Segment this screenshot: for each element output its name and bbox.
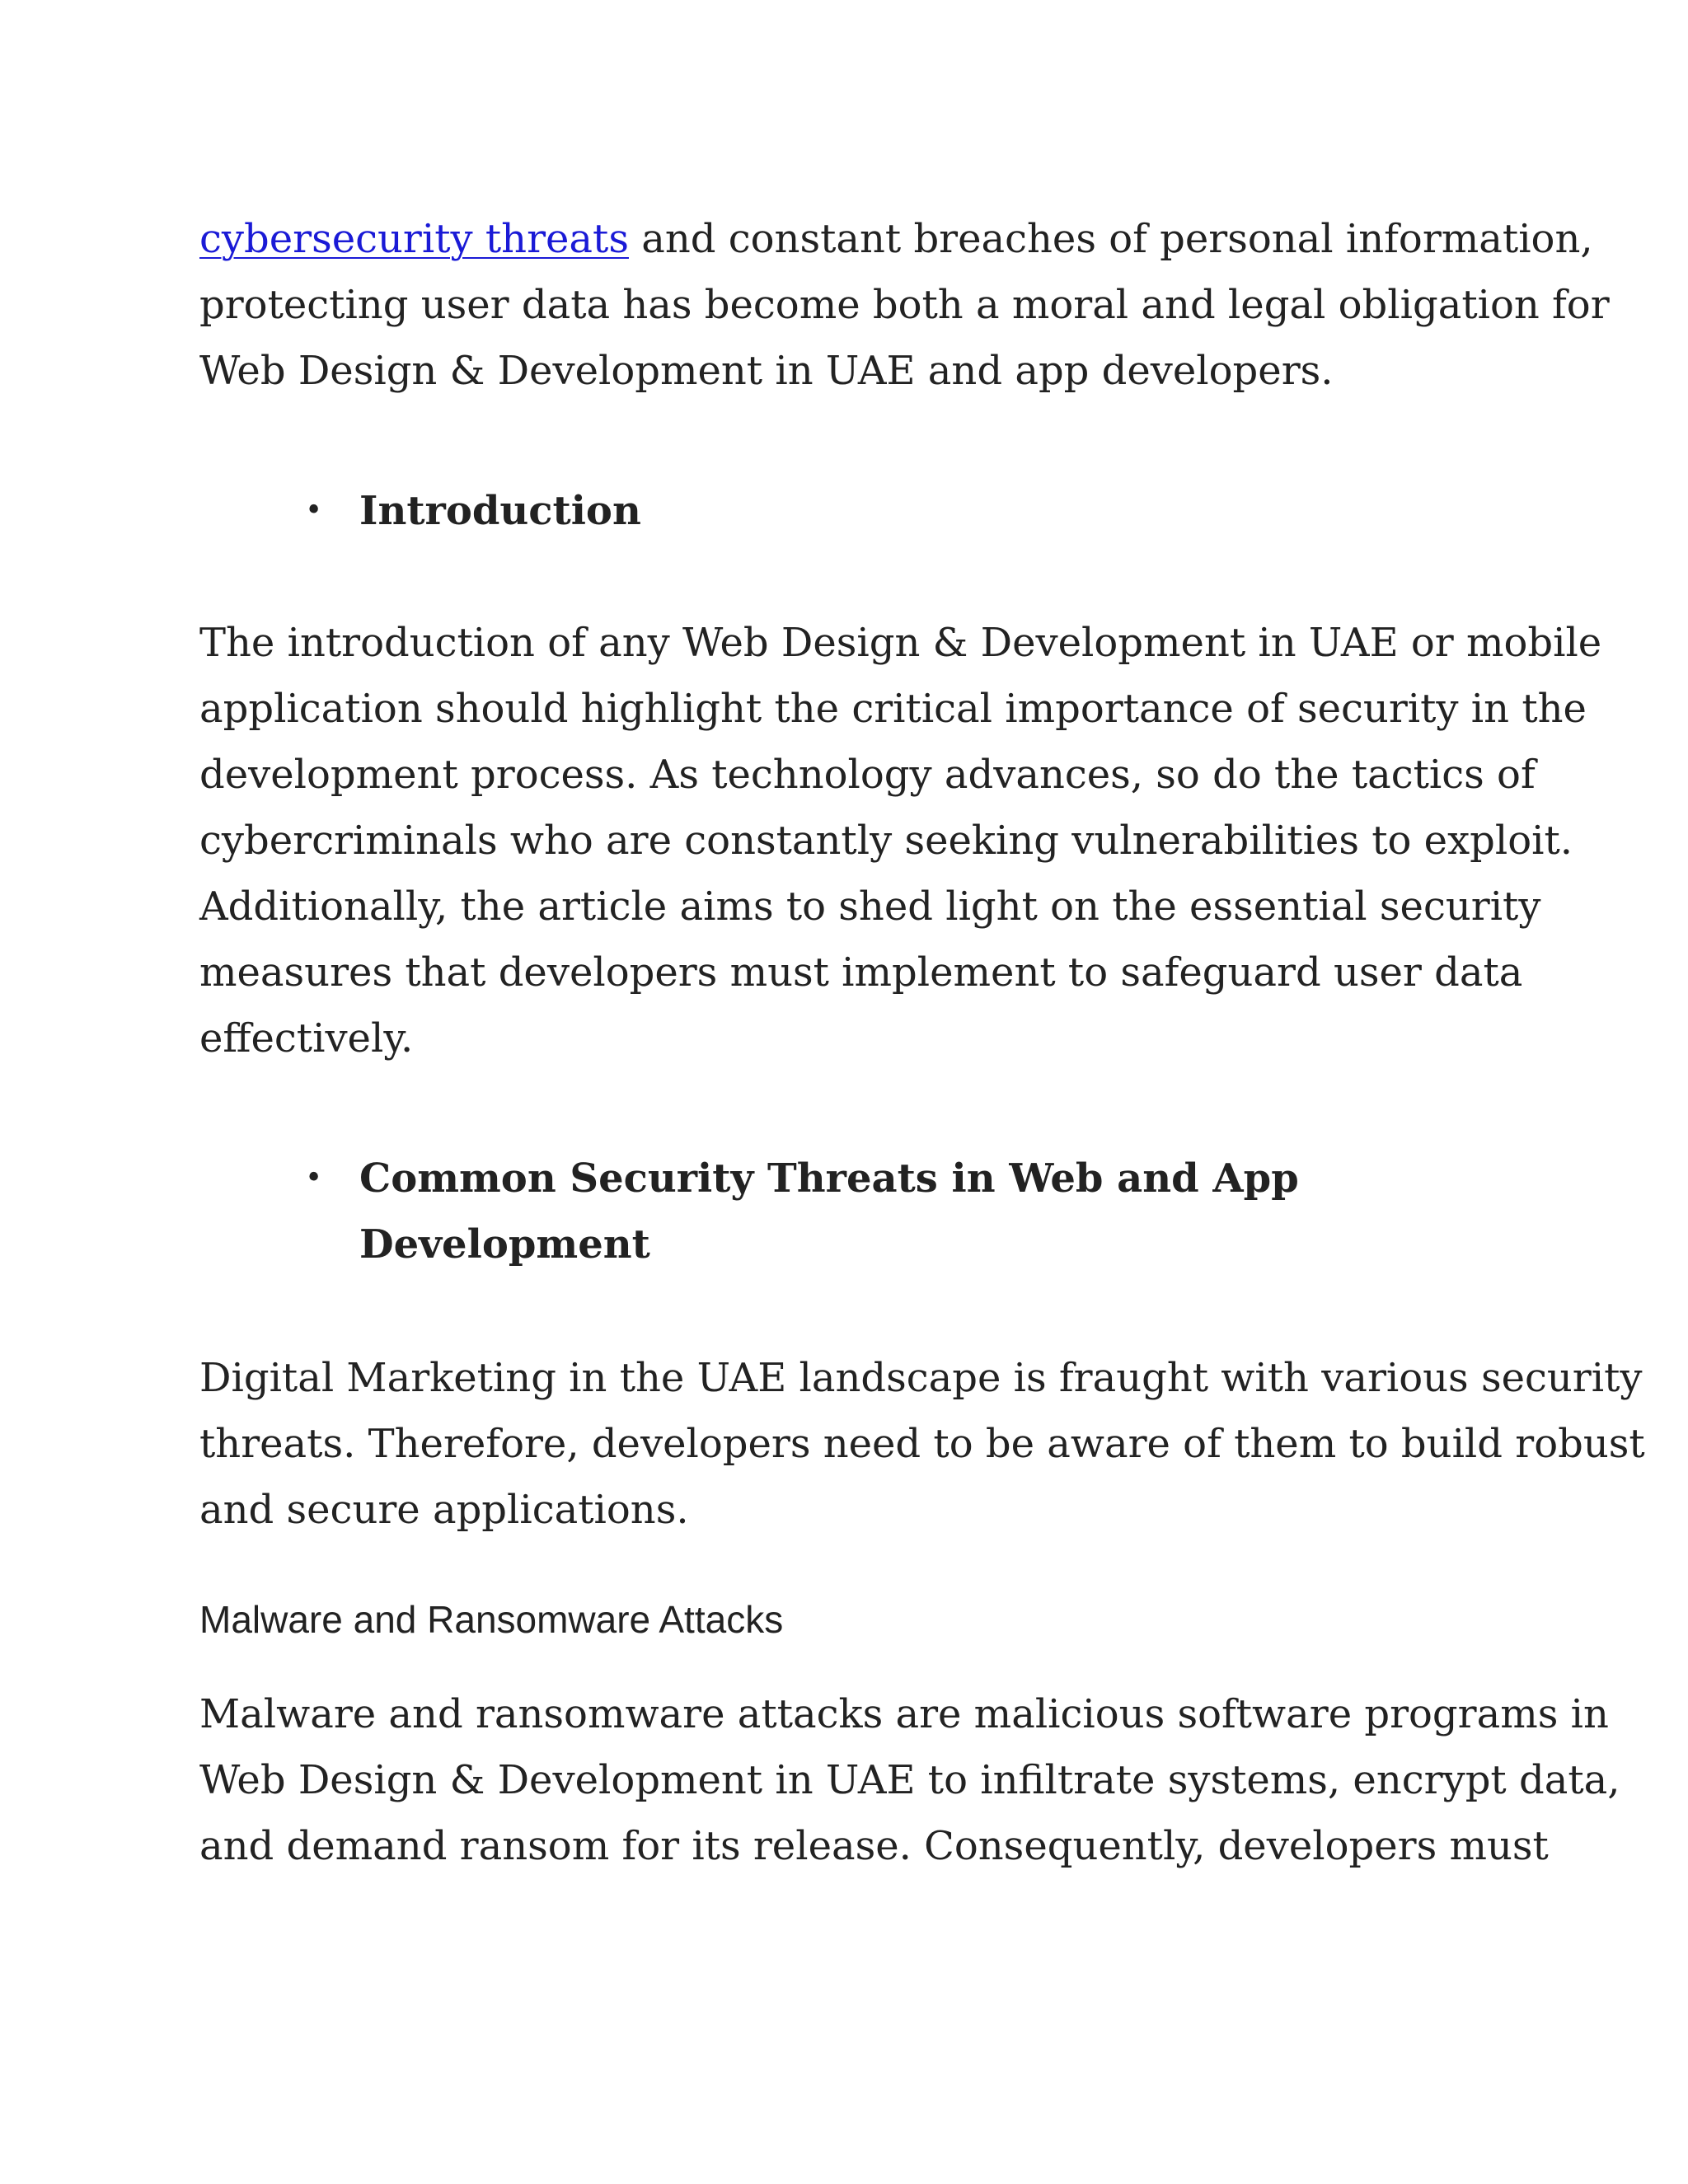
malware-paragraph [199, 1681, 1620, 1879]
intro-line-2: protecting user data has become both a moral and legal obligation for [199, 282, 1610, 328]
cybersecurity-threats-link[interactable]: cybersecurity threats [199, 216, 629, 262]
introduction-line: effectively. [199, 1015, 414, 1062]
intro-line-1-rest: and constant breaches of personal information, [628, 216, 1593, 262]
threats-line: and secure applications. [199, 1487, 689, 1533]
introduction-line: Additionally, the article aims to shed light on the essential security [199, 883, 1541, 930]
heading-threats-line-2: Development [359, 1221, 650, 1268]
introduction-line: measures that developers must implement to safeguard user data [199, 949, 1523, 996]
bullet-icon: • [305, 1161, 323, 1195]
introduction-paragraph [199, 610, 1602, 1071]
malware-line: Web Design & Development in UAE to infiltrate systems, encrypt data, [199, 1757, 1620, 1803]
introduction-line: cybercriminals who are constantly seeking vulnerabilities to exploit. [199, 818, 1573, 864]
bullet-icon: • [305, 494, 323, 527]
heading-introduction: Introduction [359, 488, 641, 534]
introduction-line: The introduction of any Web Design & Development in UAE or mobile [199, 620, 1602, 666]
introduction-line: development process. As technology advances, so do the tactics of [199, 752, 1536, 798]
threats-line: Digital Marketing in the UAE landscape is fraught with various security [199, 1355, 1643, 1401]
heading-threats-line-1: Common Security Threats in Web and App [359, 1155, 1299, 1202]
intro-line-3: Web Design & Development in UAE and app developers. [199, 348, 1334, 394]
intro-paragraph [199, 206, 1610, 404]
subheading-malware: Malware and Ransomware Attacks [199, 1598, 784, 1641]
introduction-line: application should highlight the critical importance of security in the [199, 686, 1587, 732]
malware-line: and demand ransom for its release. Consequently, developers must [199, 1823, 1549, 1869]
malware-line: Malware and ransomware attacks are malicious software programs in [199, 1691, 1609, 1737]
threats-paragraph [199, 1345, 1645, 1543]
threats-line: threats. Therefore, developers need to be aware of them to build robust [199, 1421, 1645, 1467]
intro-line-1 [199, 206, 1593, 272]
bullet-heading-threats [305, 1146, 1459, 1277]
